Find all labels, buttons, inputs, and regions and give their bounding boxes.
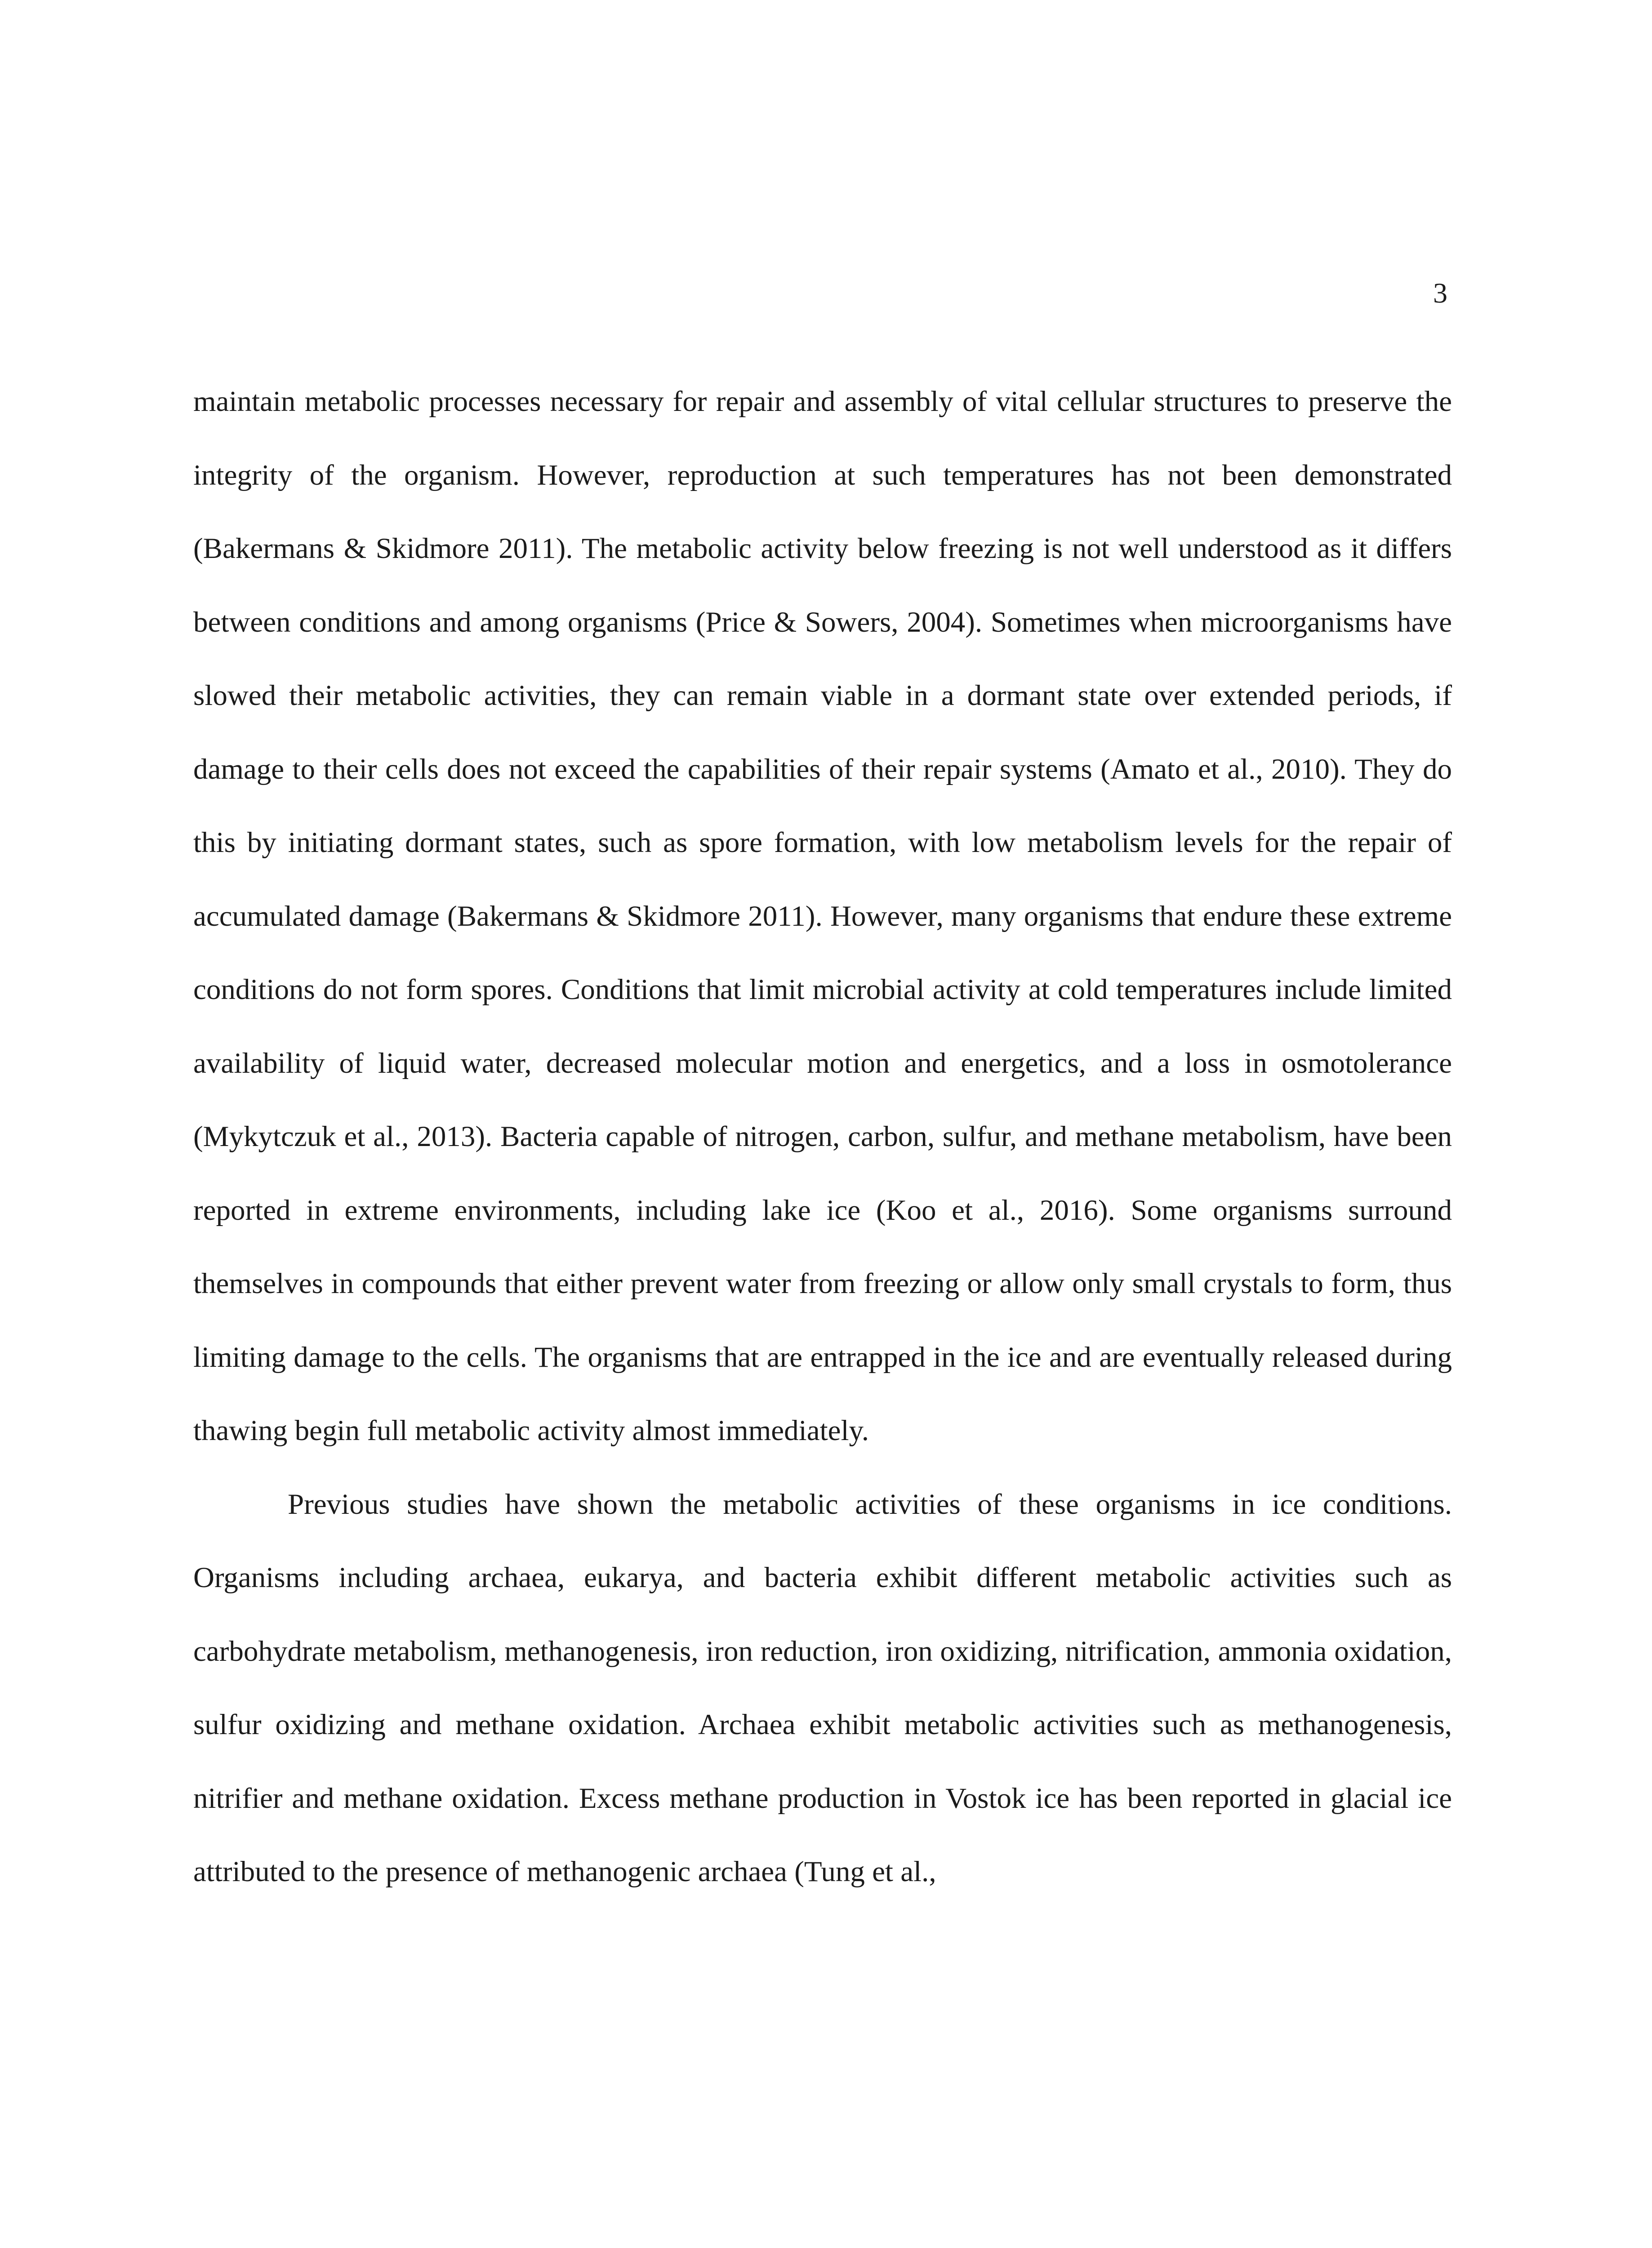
paragraph-continued: maintain metabolic processes necessary for repair and assembly of vital cellular structures to preserve the integrity of the organism. However, reproduction at such temperatures has not been demonstrated (Bakermans & Skidmore 2011). The metabolic activity below freezing is not well understood as it differs between conditions and among organisms (Price & Sowers, 2004). Sometimes when microorganisms have slowed their metabolic activities, they can remain viable in a dormant state over extended periods, if damage to their cells does not exceed the capabilities of their repair systems (Amato et al., 2010). They do this by initiating dormant states, such as spore formation, with low metabolism levels for the repair of accumulated damage (Bakermans & Skidmore 2011). However, many organisms that endure these extreme conditions do not form spores. Conditions that limit microbial activity at cold temperatures include limited availability of liquid water, decreased molecular motion and energetics, and a loss in osmotolerance (Mykytczuk et al., 2013). Bacteria capable of nitrogen, carbon, sulfur, and methane metabolism, have been reported in extreme environments, including lake ice (Koo et al., 2016). Some organisms surround themselves in compounds that either prevent water from freezing or allow only small crystals to form, thus limiting damage to the cells. The organisms that are entrapped in the ice and are eventually released during thawing begin full metabolic activity almost immediately. <box>193 385 1452 1447</box>
page-number: 3 <box>1433 277 1447 309</box>
document-body <box>193 365 1452 1909</box>
paragraph-previous-studies: Previous studies have shown the metabolic activities of these organisms in ice conditions. Organisms including archaea, eukarya, and bacteria exhibit different metabolic activities such as carbohydrate metabolism, methanogenesis, iron reduction, iron oxidizing, nitrification, ammonia oxidation, sulfur oxidizing and methane oxidation. Archaea exhibit metabolic activities such as methanogenesis, nitrifier and methane oxidation. Excess methane production in Vostok ice has been reported in glacial ice attributed to the presence of methanogenic archaea (Tung et al., <box>193 1488 1452 1888</box>
